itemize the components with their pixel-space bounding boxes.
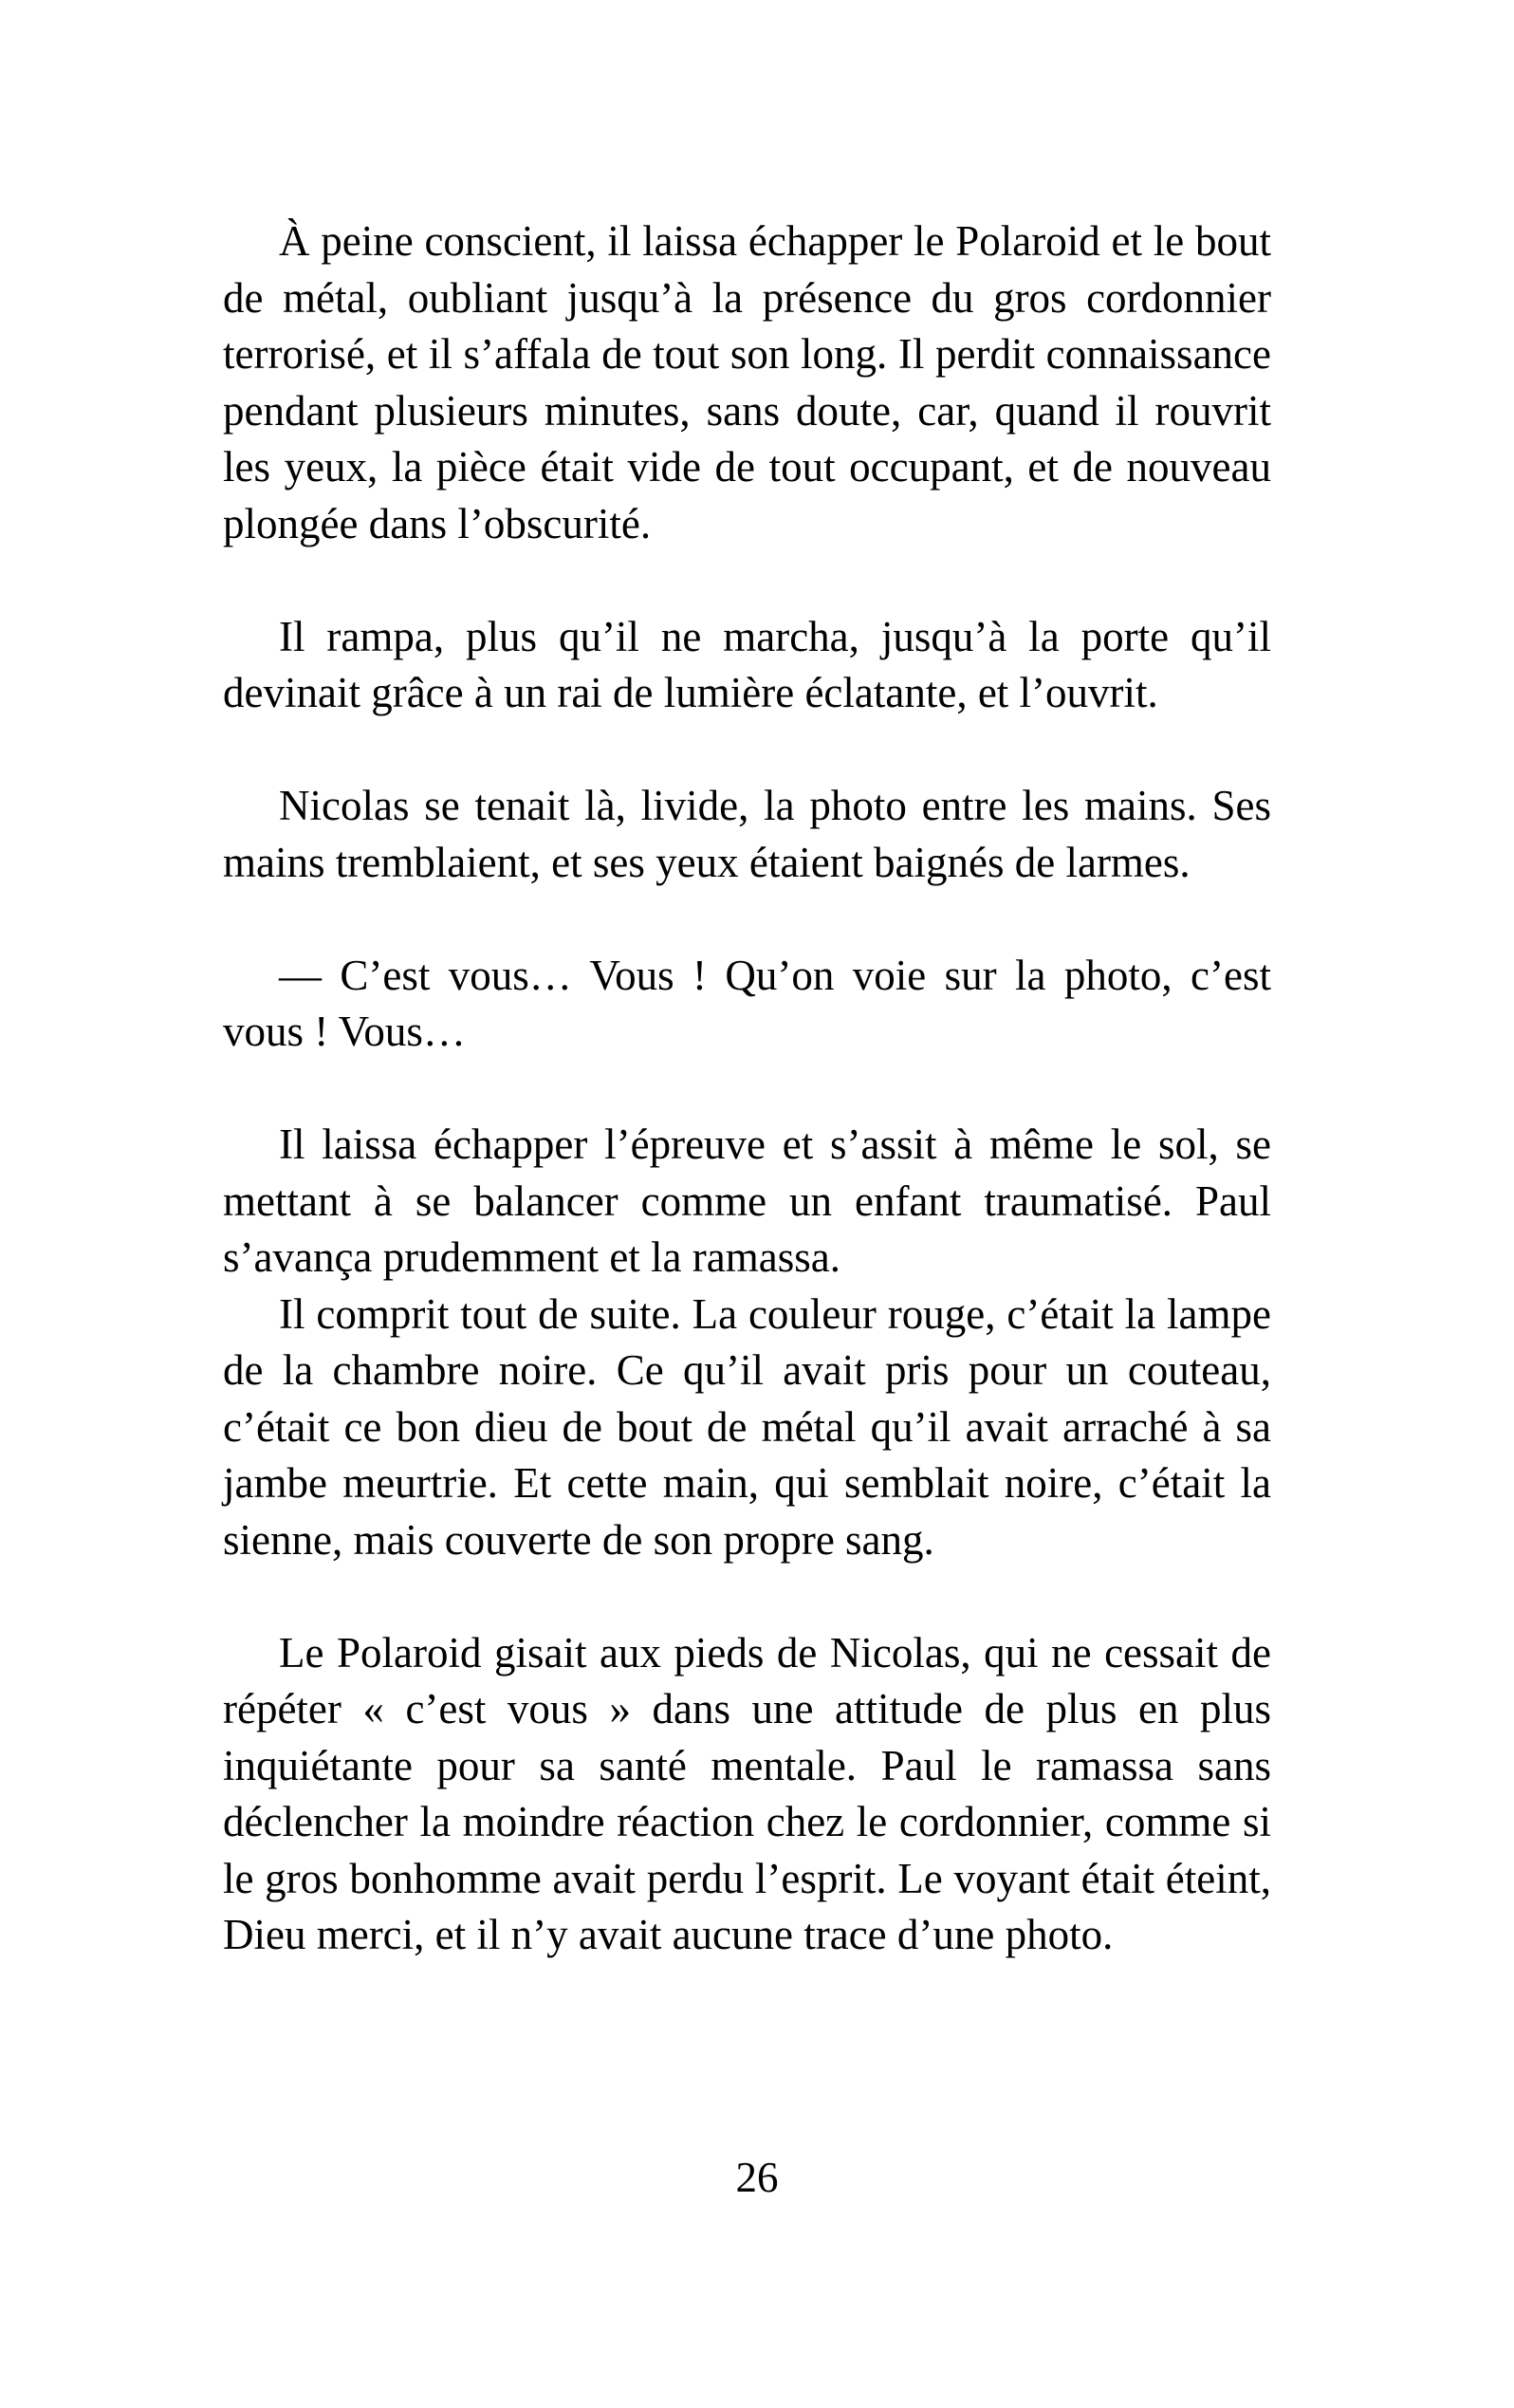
paragraph-3: Nicolas se tenait là, livide, la photo entre les mains. Ses mains tremblaient, et ses yeux étaient baignés de larmes. xyxy=(223,782,1271,886)
paragraph-6: Il comprit tout de suite. La couleur rouge, c’était la lampe de la chambre noire. Ce qu’il avait pris pour un couteau, c’était ce bon dieu de bout de métal qu’il avait arraché à sa jambe meurtrie. Et cette main, qui semblait noire, c’était la sienne, mais couverte de son propre sang. xyxy=(223,1289,1271,1564)
paragraph-5: Il laissa échapper l’épreuve et s’assit à même le sol, se mettant à se balancer comme un enfant traumatisé. Paul s’avança prudemment et la ramassa. xyxy=(223,1121,1271,1281)
body-text xyxy=(223,213,1271,1964)
page-number: 26 xyxy=(735,2154,779,2201)
paragraph-2: Il rampa, plus qu’il ne marcha, jusqu’à la porte qu’il devinait grâce à un rai de lumière éclatante, et l’ouvrit. xyxy=(223,612,1271,716)
paragraph-7: Le Polaroid gisait aux pieds de Nicolas, qui ne cessait de répéter « c’est vous » dans une attitude de plus en plus inquiétante pour sa santé mentale. Paul le ramassa sans déclencher la moindre réaction chez le cordonnier, comme si le gros bonhomme avait perdu l’esprit. Le voyant était éteint, Dieu merci, et il n’y avait aucune trace d’une photo. xyxy=(223,1628,1271,1958)
dialogue-paragraph: — C’est vous… Vous ! Qu’on voie sur la photo, c’est vous ! Vous… xyxy=(223,951,1271,1055)
paragraph-1: À peine conscient, il laissa échapper le Polaroid et le bout de métal, oubliant jusqu’à la présence du gros cordonnier terrorisé, et il s’affala de tout son long. Il perdit connaissance pendant plusieurs minutes, sans doute, car, quand il rouvrit les yeux, la pièce était vide de tout occupant, et de nouveau plongée dans l’obscurité. xyxy=(223,217,1271,547)
